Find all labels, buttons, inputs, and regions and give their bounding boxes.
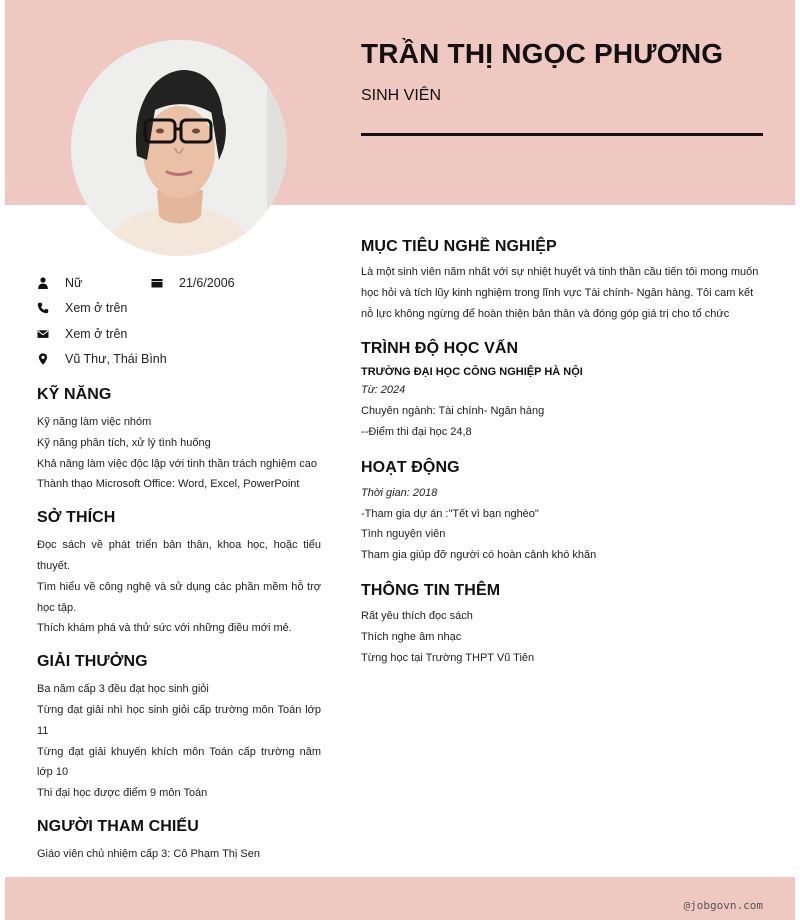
map-pin-icon [37, 353, 49, 365]
right-column [361, 238, 765, 668]
skill-item: Thành thạo Microsoft Office: Word, Excel, PowerPoint [37, 478, 300, 491]
skills-heading: KỸ NĂNG [37, 386, 112, 403]
hobby-item: Thích khám phá và thử sức với những điều mới mẻ. [37, 622, 292, 635]
hobby-item: Đọc sách về phát triển bản thân, khoa học, hoặc tiểu thuyết. [37, 539, 321, 572]
avatar-photo-icon [71, 40, 287, 256]
extra-item: Rất yêu thích đọc sách [361, 609, 473, 622]
dob-value: 21/6/2006 [179, 275, 235, 290]
education-school: TRƯỜNG ĐẠI HỌC CÔNG NGHIỆP HÀ NỘI [361, 366, 583, 379]
education-period: Từ: 2024 [361, 384, 406, 397]
candidate-role: SINH VIÊN [361, 87, 442, 104]
address-row [37, 347, 321, 373]
footer-band [5, 877, 795, 920]
gender-value: Nữ [65, 275, 83, 290]
gender-dob-row [37, 270, 321, 296]
email-value: Xem ở trên [65, 326, 128, 341]
activity-item: -Tham gia dự án :"Tết vì bạn nghèo" [361, 507, 539, 520]
award-item: Ba năm cấp 3 đều đạt học sinh giỏi [37, 683, 209, 696]
calendar-icon [151, 277, 163, 289]
skill-item: Kỹ năng phân tích, xử lý tình huống [37, 436, 211, 449]
footer-credit: @jobgovn.com [683, 899, 763, 912]
hobby-item: Tìm hiểu về công nghệ và sử dụng các phần mềm hỗ trợ học tập. [37, 580, 321, 614]
phone-value: Xem ở trên [65, 301, 128, 316]
extra-info-heading: THÔNG TIN THÊM [361, 581, 501, 599]
award-item: Từng đạt giải khuyến khích môn Toán cấp trường năm lớp 10 [37, 745, 321, 779]
education-heading: TRÌNH ĐỘ HỌC VẤN [361, 340, 519, 358]
references-heading: NGƯỜI THAM CHIẾU [37, 817, 199, 835]
extra-item: Thích nghe âm nhạc [361, 630, 462, 643]
phone-row [37, 296, 321, 322]
skill-item: Khả năng làm việc độc lập với tinh thần trách nghiệm cao [37, 457, 317, 470]
hobbies-heading: SỞ THÍCH [37, 509, 116, 527]
awards-heading: GIẢI THƯỞNG [37, 653, 148, 671]
email-row [37, 321, 321, 347]
address-value: Vũ Thư, Thái Bình [65, 352, 167, 367]
skill-item: Kỹ năng làm việc nhóm [37, 416, 152, 428]
activity-item: Tình nguyện viên [361, 528, 446, 541]
cv-page [5, 0, 795, 920]
left-column [37, 270, 321, 865]
award-item: Từng đạt giải nhì học sinh giỏi cấp trường môn Toán lớp 11 [37, 703, 321, 737]
award-item: Thi đại học được điểm 9 môn Toán [37, 787, 208, 800]
activities-heading: HOẠT ĐỘNG [361, 458, 460, 476]
avatar [71, 40, 287, 256]
header-divider [361, 133, 763, 136]
activities-period: Thời gian: 2018 [361, 486, 438, 499]
envelope-icon [37, 328, 49, 340]
activity-item: Tham gia giúp đỡ người có hoàn cảnh khó khăn [361, 549, 597, 562]
person-icon [37, 277, 49, 289]
objective-text: Là một sinh viên năm nhất với sự nhiệt huyết và tinh thần cầu tiến tôi mong muốn học hỏi và tích lũy kinh nghiệm trong lĩnh vực Tài chính- Ngân hàng. Tôi cam kết nỗ lực không ngừng để hoàn thiện bản thân và đóng góp giá trị cho tổ chức [361, 266, 759, 320]
education-score: --Điểm thi đại học 24,8 [361, 425, 472, 438]
extra-item: Từng học tại Trường THPT Vũ Tiên [361, 651, 535, 664]
reference-item: Giáo viên chủ nhiệm cấp 3: Cô Phạm Thị Sen [37, 847, 260, 860]
phone-icon [37, 302, 49, 314]
candidate-name: TRẦN THỊ NGỌC PHƯƠNG [361, 38, 724, 69]
objective-heading: MỤC TIÊU NGHỀ NGHIỆP [361, 238, 557, 255]
education-major: Chuyên ngành: Tài chính- Ngân hàng [361, 405, 545, 418]
